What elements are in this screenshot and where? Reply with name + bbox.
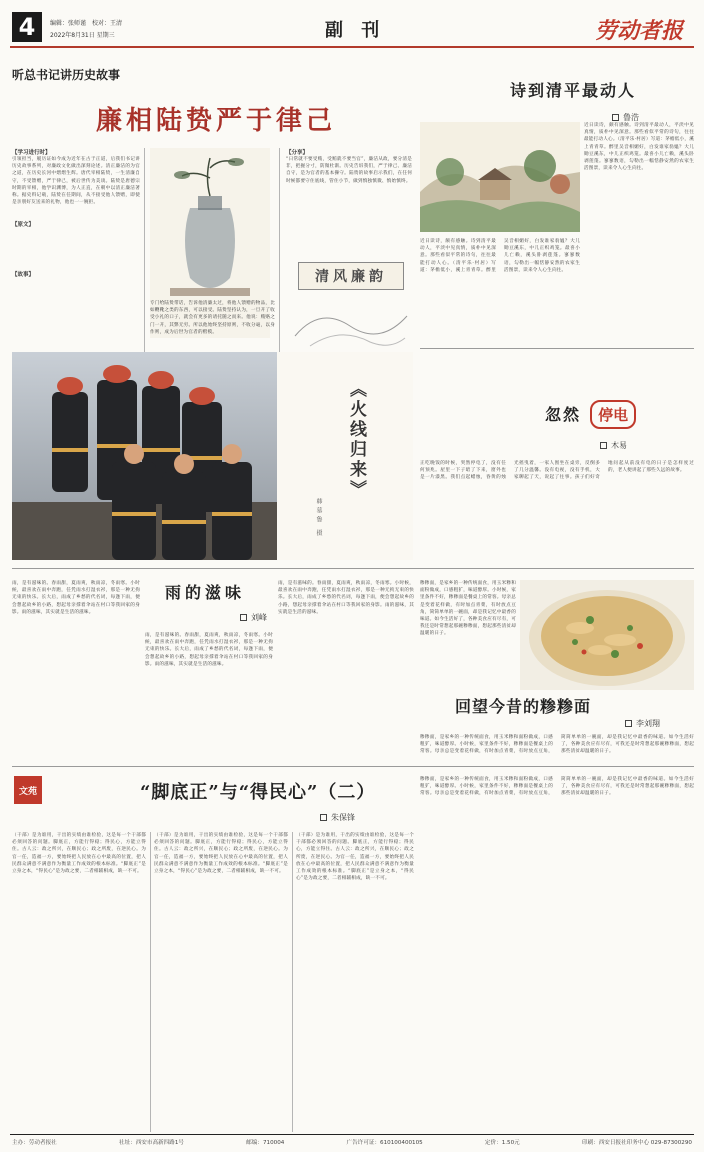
- qingfeng-badge: [298, 262, 404, 290]
- stop-power-title: [545, 400, 636, 429]
- editor-line-2: 2022年8月31日 星期三: [50, 32, 115, 39]
- huiwang-author: [625, 718, 660, 729]
- col-divider: [144, 148, 145, 354]
- rain-body-col2: 雨，是有滋味的。春雨甜，夏雨爽，秋雨凉，冬雨寒。小时候，最喜欢在雨中奔跑，任凭雨水打湿衣衫，那是一种无拘无束的快乐。长大后，雨成了乡愁的代名词，每逢下雨，便会想起故乡的小路，想起母亲撑着伞站在村口等我回家的身影。雨的滋味，其实就是生活的滋味。: [145, 633, 273, 667]
- huiwang-body: 糁糁面，是家乡的一种传统面食，用玉米糁和面粉做成，口感粗犷，味道醇厚。小时候，家里条件不好，糁糁面是餐桌上的常客。母亲总是变着花样做，有时加点青菜，有时放点豆角，简简单单的一碗面，却是我记忆中最香的味道。如今生活好了，各种美食应有尽有，可我还是时常想起那碗糁糁面，想起那些清贫却温暖的日子。: [420, 735, 694, 755]
- masthead-rule: [10, 46, 694, 48]
- footer-ad-license: 广告许可证：610100400105: [346, 1140, 423, 1146]
- story1-body-right: “日常就不要受贿，受贿就不要当官”，廉洁从政，要分清是非，把握分寸，防微杜渐。历史告诉我们，严于律己、廉洁自守，是为官者的基本操守。陆贽的故事启示我们，在任何时候都要守住底线，管住小节，做到慎独慎微、慎始慎终。: [286, 157, 412, 184]
- wenyuan-badge-label: 文苑: [18, 786, 37, 797]
- footer-publisher: 主办：劳动者报社: [12, 1140, 57, 1146]
- listen-label: 听总书记讲历史故事: [12, 68, 121, 82]
- story1-title: 廉相陆贽严于律己: [96, 106, 337, 136]
- photo-credit: 韩慕鲁 摄: [315, 498, 322, 539]
- story1-tag-study: 【学习进行时】: [12, 150, 51, 156]
- landscape-painting: [420, 122, 580, 232]
- wenyuan-title: “脚底正”与“得民心”（二）: [140, 782, 376, 803]
- footer-postcode: 邮编：710004: [246, 1140, 285, 1146]
- author-box-icon: [240, 614, 247, 621]
- stop-power-title-pre: 忽然: [545, 405, 582, 424]
- rain-author-name: 刘峰: [251, 613, 267, 622]
- huiwang-title: 回望今昔的糁糁面: [455, 697, 592, 716]
- huiwang-intro: 糁糁面，是家乡的一种传统面食，用玉米糁和面粉做成，口感粗犷，味道醇厚。小时候，家里条件不好，糁糁面是餐桌上的常客。母亲总是变着花样做，有时加点青菜，有时放点豆角，简简单单的一碗面，却是我记忆中最香的味道。如今生活好了，各种美食应有尽有，可我还是时常想起那碗糁糁面，想起那些清贫却温暖的日子。: [420, 581, 516, 637]
- qingfeng-label: 清风廉韵: [315, 269, 387, 285]
- wenyuan-badge: [14, 776, 42, 804]
- author-box-icon: [320, 814, 327, 821]
- rain-body-col1: 雨，是有滋味的。春雨甜，夏雨爽，秋雨凉，冬雨寒。小时候，最喜欢在雨中奔跑，任凭雨水打湿衣衫，那是一种无拘无束的快乐。长大后，雨成了乡愁的代名词，每逢下雨，便会想起故乡的小路，想起母亲撑着伞站在村口等我回家的身影。雨的滋味，其实就是生活的滋味。: [12, 581, 140, 615]
- footer-price: 定价：1.50元: [484, 1140, 520, 1146]
- rain-author: [240, 612, 267, 623]
- wenyuan-body-1: （干部）是为谁用，干出的实绩由谁检验，这是每一个干部都必须回答的问题。脚底正，方能行得稳；得民心，方能立得住。古人云：政之所兴，在顺民心；政之所废，在逆民心。为官一任，造福一方，要始终把人民放在心中最高的位置，把人民群众满意不满意作为衡量工作成效的根本标准。“脚底正”是立身之本，“得民心”是为政之要，二者相辅相成，缺一不可。: [12, 833, 146, 875]
- section-title: 副 刊: [325, 20, 386, 41]
- poem-body-left: 近日读诗，颇有感触。诗到清平最动人，平淡中见真情，质朴中见深意。那些看似平常的诗句，往往最能打动人心。（清平乐·村居）写道：茅檐低小，溪上青青草。醉里吴音相媚好，白发谁家翁媪？大儿锄豆溪东，中儿正织鸡笼。最喜小儿亡赖，溪头卧剥莲蓬。寥寥数语，勾勒出一幅恬静安然的农家生活图景，读来令人心生向往。: [420, 239, 580, 273]
- section-divider: [420, 348, 694, 349]
- firefighters-photo: [12, 352, 277, 560]
- stop-power-title-post: 停电: [590, 400, 636, 429]
- col-divider: [150, 832, 151, 1132]
- footer-printer: 印刷：西安日报社印务中心 029-87300290: [581, 1140, 692, 1146]
- stop-power-author-name: 木易: [611, 441, 627, 450]
- story1-tag-story: 【故事】: [12, 272, 35, 278]
- footer-rule: [10, 1134, 694, 1135]
- qingfeng-ornament: [290, 296, 412, 352]
- story1-body-mid: 专门给陆贽带话，告诉他清廉太过，将他人馈赠的物品，比如鞭靴之类的东西，可以接受。陆贽坚持认为，一旦开了收受小礼的口子，就会有更多的请托随之而来。他说：贿赂之门一开，其弊无穷。所以他始终坚持原则，不收分毫，以身作则，成为后世为官者的楷模。: [150, 301, 275, 335]
- poem-title: 诗到清平最动人: [510, 81, 637, 100]
- noodle-photo: [520, 580, 694, 690]
- section-divider: [12, 568, 694, 569]
- author-box-icon: [625, 720, 632, 727]
- author-box-icon: [600, 442, 607, 449]
- stop-power-body: 正吃晚饭的时候，突然停电了，没有任何预兆。屋里一下子暗了下来，窗外也是一片漆黑。我们点起蜡烛，昏黄的烛光摇曳着，一家人围坐在桌旁，反倒多了几分温馨。没有电视，没有手机，大家聊起了天，说起了往事。孩子们好奇地问起从前没有电的日子是怎样度过的，老人便讲起了那些久远的故事。: [420, 461, 694, 481]
- col-divider: [279, 148, 280, 354]
- huiwang-author-name: 李刘翔: [636, 719, 660, 728]
- wenyuan-author: [320, 812, 355, 823]
- story1-tag-original: 【原文】: [12, 222, 35, 228]
- poem-author-name: 鲁浩: [623, 113, 639, 122]
- masthead: [10, 10, 694, 48]
- photo-vertical-title: 《火线归来》: [346, 380, 366, 500]
- rain-body-col3: 雨，是有滋味的。春雨甜，夏雨爽，秋雨凉，冬雨寒。小时候，最喜欢在雨中奔跑，任凭雨水打湿衣衫，那是一种无拘无束的快乐。长大后，雨成了乡愁的代名词，每逢下雨，便会想起故乡的小路，想起母亲撑着伞站在村口等我回家的身影。雨的滋味，其实就是生活的滋味。: [278, 581, 414, 615]
- page-number-badge: [12, 12, 42, 42]
- wenyuan-body-3: （干部）是为谁用，干出的实绩由谁检验，这是每一个干部都必须回答的问题。脚底正，方能行得稳；得民心，方能立得住。古人云：政之所兴，在顺民心；政之所废，在逆民心。为官一任，造福一方，要始终把人民放在心中最高的位置，把人民群众满意不满意作为衡量工作成效的根本标准。“脚底正”是立身之本，“得民心”是为政之要，二者相辅相成，缺一不可。: [296, 833, 414, 882]
- wenyuan-author-name: 朱保锋: [331, 813, 355, 822]
- huiwang-body-continued: 糁糁面，是家乡的一种传统面食，用玉米糁和面粉做成，口感粗犷，味道醇厚。小时候，家里条件不好，糁糁面是餐桌上的常客。母亲总是变着花样做，有时加点青菜，有时放点豆角，简简单单的一碗面，却是我记忆中最香的味道。如今生活好了，各种美食应有尽有，可我还是时常想起那碗糁糁面，想起那些清贫却温暖的日子。: [420, 777, 694, 797]
- poem-body-right: 近日读诗，颇有感触。诗到清平最动人，平淡中见真情，质朴中见深意。那些看似平常的诗句，往往最能打动人心。（清平乐·村居）写道：茅檐低小，溪上青青草。醉里吴音相媚好，白发谁家翁媪？大儿锄豆溪东，中儿正织鸡笼。最喜小儿亡赖，溪头卧剥莲蓬。寥寥数语，勾勒出一幅恬静安然的农家生活图景，读来令人心生向往。: [584, 123, 694, 172]
- paper-name-logo: 劳动者报: [595, 18, 684, 44]
- page-number: 4: [18, 13, 36, 41]
- rain-title: 雨的滋味: [165, 583, 246, 602]
- story1-body-left: 引领担当，履历证如今成为近年在古于正道，后我们书记讲历史故事系列，对廉政文化做出深刻论述。清正廉洁的为官之道，在历史长河中熠熠生辉。唐代宰相陆贽，一生清廉自守，不受馈赠，严于律己，被后世传为美谈。陆贽是唐德宗时期的宰相，他学识渊博，为人正直，在朝中以清正廉洁著称。据史料记载，陆贽在任期间，从不接受他人馈赠，即使是亲朋好友送来的礼物，他也一一婉拒。: [12, 157, 140, 206]
- col-divider: [292, 832, 293, 1132]
- editor-line-1: 编辑：张师谨 校对：王清: [50, 20, 123, 27]
- stop-power-author: [600, 440, 627, 451]
- wenyuan-body-2: （干部）是为谁用，干出的实绩由谁检验，这是每一个干部都必须回答的问题。脚底正，方能行得稳；得民心，方能立得住。古人云：政之所兴，在顺民心；政之所废，在逆民心。为官一任，造福一方，要始终把人民放在心中最高的位置，把人民群众满意不满意作为衡量工作成效的根本标准。“脚底正”是立身之本，“得民心”是为政之要，二者相辅相成，缺一不可。: [154, 833, 288, 875]
- footer: [12, 1138, 692, 1148]
- footer-address: 社址：西安市高新四路1号: [118, 1140, 185, 1146]
- section-divider: [12, 766, 694, 767]
- author-box-icon: [612, 114, 619, 121]
- story1-tag-analysis: 【分享】: [286, 150, 309, 156]
